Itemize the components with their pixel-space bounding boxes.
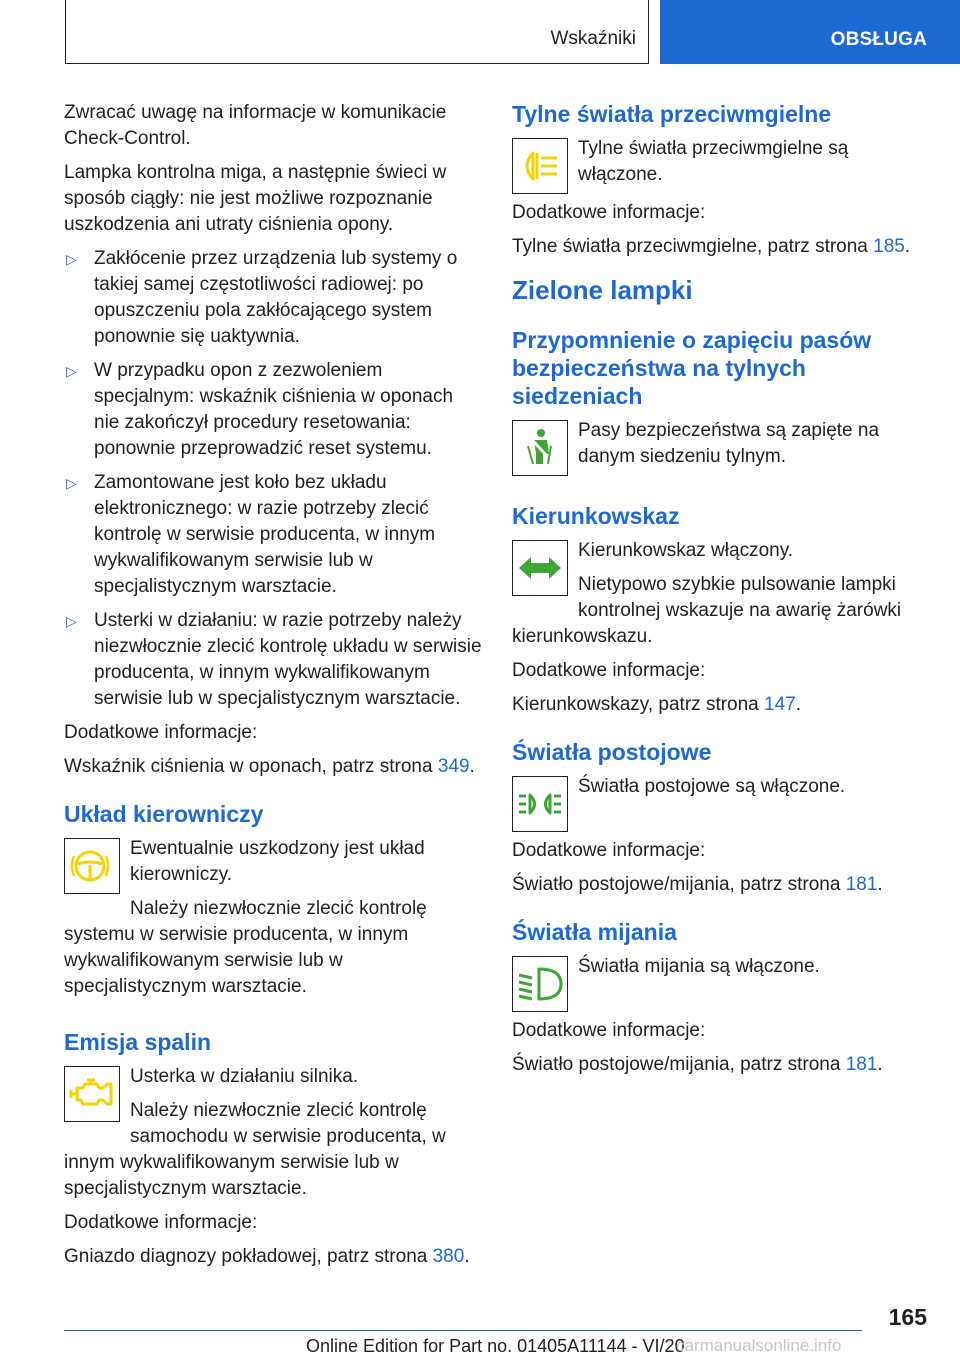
- page-link[interactable]: 349: [437, 756, 470, 777]
- page-link[interactable]: 181: [845, 1054, 878, 1075]
- paragraph: Kierunkowskaz włączony.: [578, 540, 794, 561]
- bullet-item: ▷ Zamontowane jest koło bez układu elektronicznego: w razie potrzeby zlecić kontrolę w serwisie producenta, w innym wykwalifikowanym serwisie lub w specjalistycznym warsztacie.: [64, 470, 482, 600]
- right-column: [512, 100, 922, 1086]
- extra-info-label: Dodatkowe informacje:: [512, 660, 706, 681]
- section-title-low-beam: Światła mijania: [512, 919, 677, 945]
- reference: Światło postojowe/mijania, patrz strona 181.: [512, 874, 883, 895]
- section-title-turn-signal: Kierunkowskaz: [512, 503, 680, 529]
- parking-light-icon: [512, 776, 568, 832]
- watermark: carmanualsonline.info: [676, 1336, 842, 1355]
- reference-text: Wskaźnik ciśnienia w oponach, patrz strona: [64, 756, 438, 777]
- steering-warning-icon: [64, 838, 120, 894]
- paragraph: Należy niezwłocznie zlecić kontrolę systemu w serwisie producenta, w innym wykwalifikowanym serwisie lub w specjalistycznym warsztacie.: [64, 898, 427, 997]
- section-title-emission: Emisja spalin: [64, 1029, 212, 1055]
- reference: Kierunkowskazy, patrz strona 147.: [512, 694, 802, 715]
- bullet-list: [64, 246, 482, 712]
- section-title-green-lamps: Zielone lampki: [512, 275, 693, 305]
- header-chapter-box: [660, 0, 960, 64]
- header-section-box: [65, 0, 649, 64]
- paragraph: Lampka kontrolna miga, a następnie świeci w sposób ciągły: nie jest możliwe rozpoznanie uszkodzenia ani utraty ciśnienia opony.: [64, 162, 447, 235]
- paragraph: Należy niezwłocznie zlecić kontrolę samochodu w serwisie producenta, w innym wykwalifikowanym serwisie lub w specjalistycznym warsztacie.: [64, 1100, 446, 1199]
- page-link[interactable]: 181: [845, 874, 878, 895]
- extra-info-label: Dodatkowe informacje:: [64, 722, 258, 743]
- extra-info-label: Dodatkowe informacje:: [512, 840, 706, 861]
- paragraph: Ewentualnie uszkodzony jest układ kierowniczy.: [130, 838, 425, 885]
- reference: Wskaźnik ciśnienia w oponach, patrz strona 349.: [64, 756, 475, 777]
- page-link[interactable]: 380: [432, 1246, 465, 1267]
- paragraph: Zwracać uwagę na informacje w komunikacie Check-Control.: [64, 102, 447, 149]
- reference-text: Gniazdo diagnozy pokładowej, patrz strona: [64, 1246, 433, 1267]
- reference: Gniazdo diagnozy pokładowej, patrz strona 380.: [64, 1246, 470, 1267]
- reference-text: Tylne światła przeciwmgielne, patrz strona: [512, 236, 874, 257]
- paragraph: Światła postojowe są włączone.: [578, 776, 846, 797]
- engine-warning-icon: [64, 1066, 120, 1122]
- section-title-seatbelt: Przypomnienie o zapięciu pasów bezpieczeństwa na tylnych siedzeniach: [512, 327, 872, 409]
- turn-signal-icon: [512, 540, 568, 596]
- bullet-item: ▷ Zakłócenie przez urządzenia lub systemy o takiej samej częstotliwości radiowej: po opuszczeniu pola zakłócającego system ponownie się uaktywnia.: [64, 246, 482, 350]
- reference-text: Kierunkowskazy, patrz strona: [512, 694, 765, 715]
- left-column: [64, 100, 482, 1278]
- section-title-rear-fog: Tylne światła przeciwmgielne: [512, 101, 832, 127]
- page-link[interactable]: 147: [764, 694, 796, 715]
- header-section-title: Wskaźniki: [550, 28, 636, 49]
- extra-info-label: Dodatkowe informacje:: [512, 1020, 706, 1041]
- paragraph: Tylne światła przeciwmgielne są włączone.: [578, 138, 849, 185]
- header-chapter-title: OBSŁUGA: [830, 29, 927, 50]
- seatbelt-icon: [512, 420, 568, 476]
- low-beam-icon: [512, 956, 568, 1012]
- footer-divider: [64, 1330, 862, 1331]
- reference: Tylne światła przeciwmgielne, patrz strona 185.: [512, 236, 911, 257]
- paragraph: Światła mijania są włączone.: [578, 956, 820, 977]
- page-link[interactable]: 185: [873, 236, 905, 257]
- section-title-steering: Układ kierowniczy: [64, 801, 264, 827]
- paragraph: Pasy bezpieczeństwa są zapięte na danym siedzeniu tylnym.: [578, 420, 880, 467]
- paragraph: Nietypowo szybkie pulsowanie lampki kontrolnej wskazuje na awarię żarówki kierunkowskazu.: [512, 574, 902, 647]
- reference-text: Światło postojowe/mijania, patrz strona: [512, 1054, 846, 1075]
- extra-info-label: Dodatkowe informacje:: [64, 1212, 258, 1233]
- bullet-item: ▷ W przypadku opon z zezwoleniem specjalnym: wskaźnik ciśnienia w oponach nie zakończył procedury resetowania: ponownie przeprowadzić reset systemu.: [64, 358, 482, 462]
- bullet-item: ▷ Usterki w działaniu: w razie potrzeby należy niezwłocznie zlecić kontrolę układu w serwisie producenta, w innym wykwalifikowanym serwisie lub w specjalistycznym warsztacie.: [64, 608, 482, 712]
- rear-fog-light-icon: [512, 138, 568, 194]
- reference: Światło postojowe/mijania, patrz strona 181.: [512, 1054, 883, 1075]
- reference-text: Światło postojowe/mijania, patrz strona: [512, 874, 846, 895]
- paragraph: Usterka w działaniu silnika.: [130, 1066, 359, 1087]
- section-title-parking-lights: Światła postojowe: [512, 739, 712, 765]
- extra-info-label: Dodatkowe informacje:: [512, 202, 706, 223]
- footer-edition: Online Edition for Part no. 01405A11144 - VI/20: [306, 1336, 685, 1356]
- page-number: 165: [888, 1304, 927, 1330]
